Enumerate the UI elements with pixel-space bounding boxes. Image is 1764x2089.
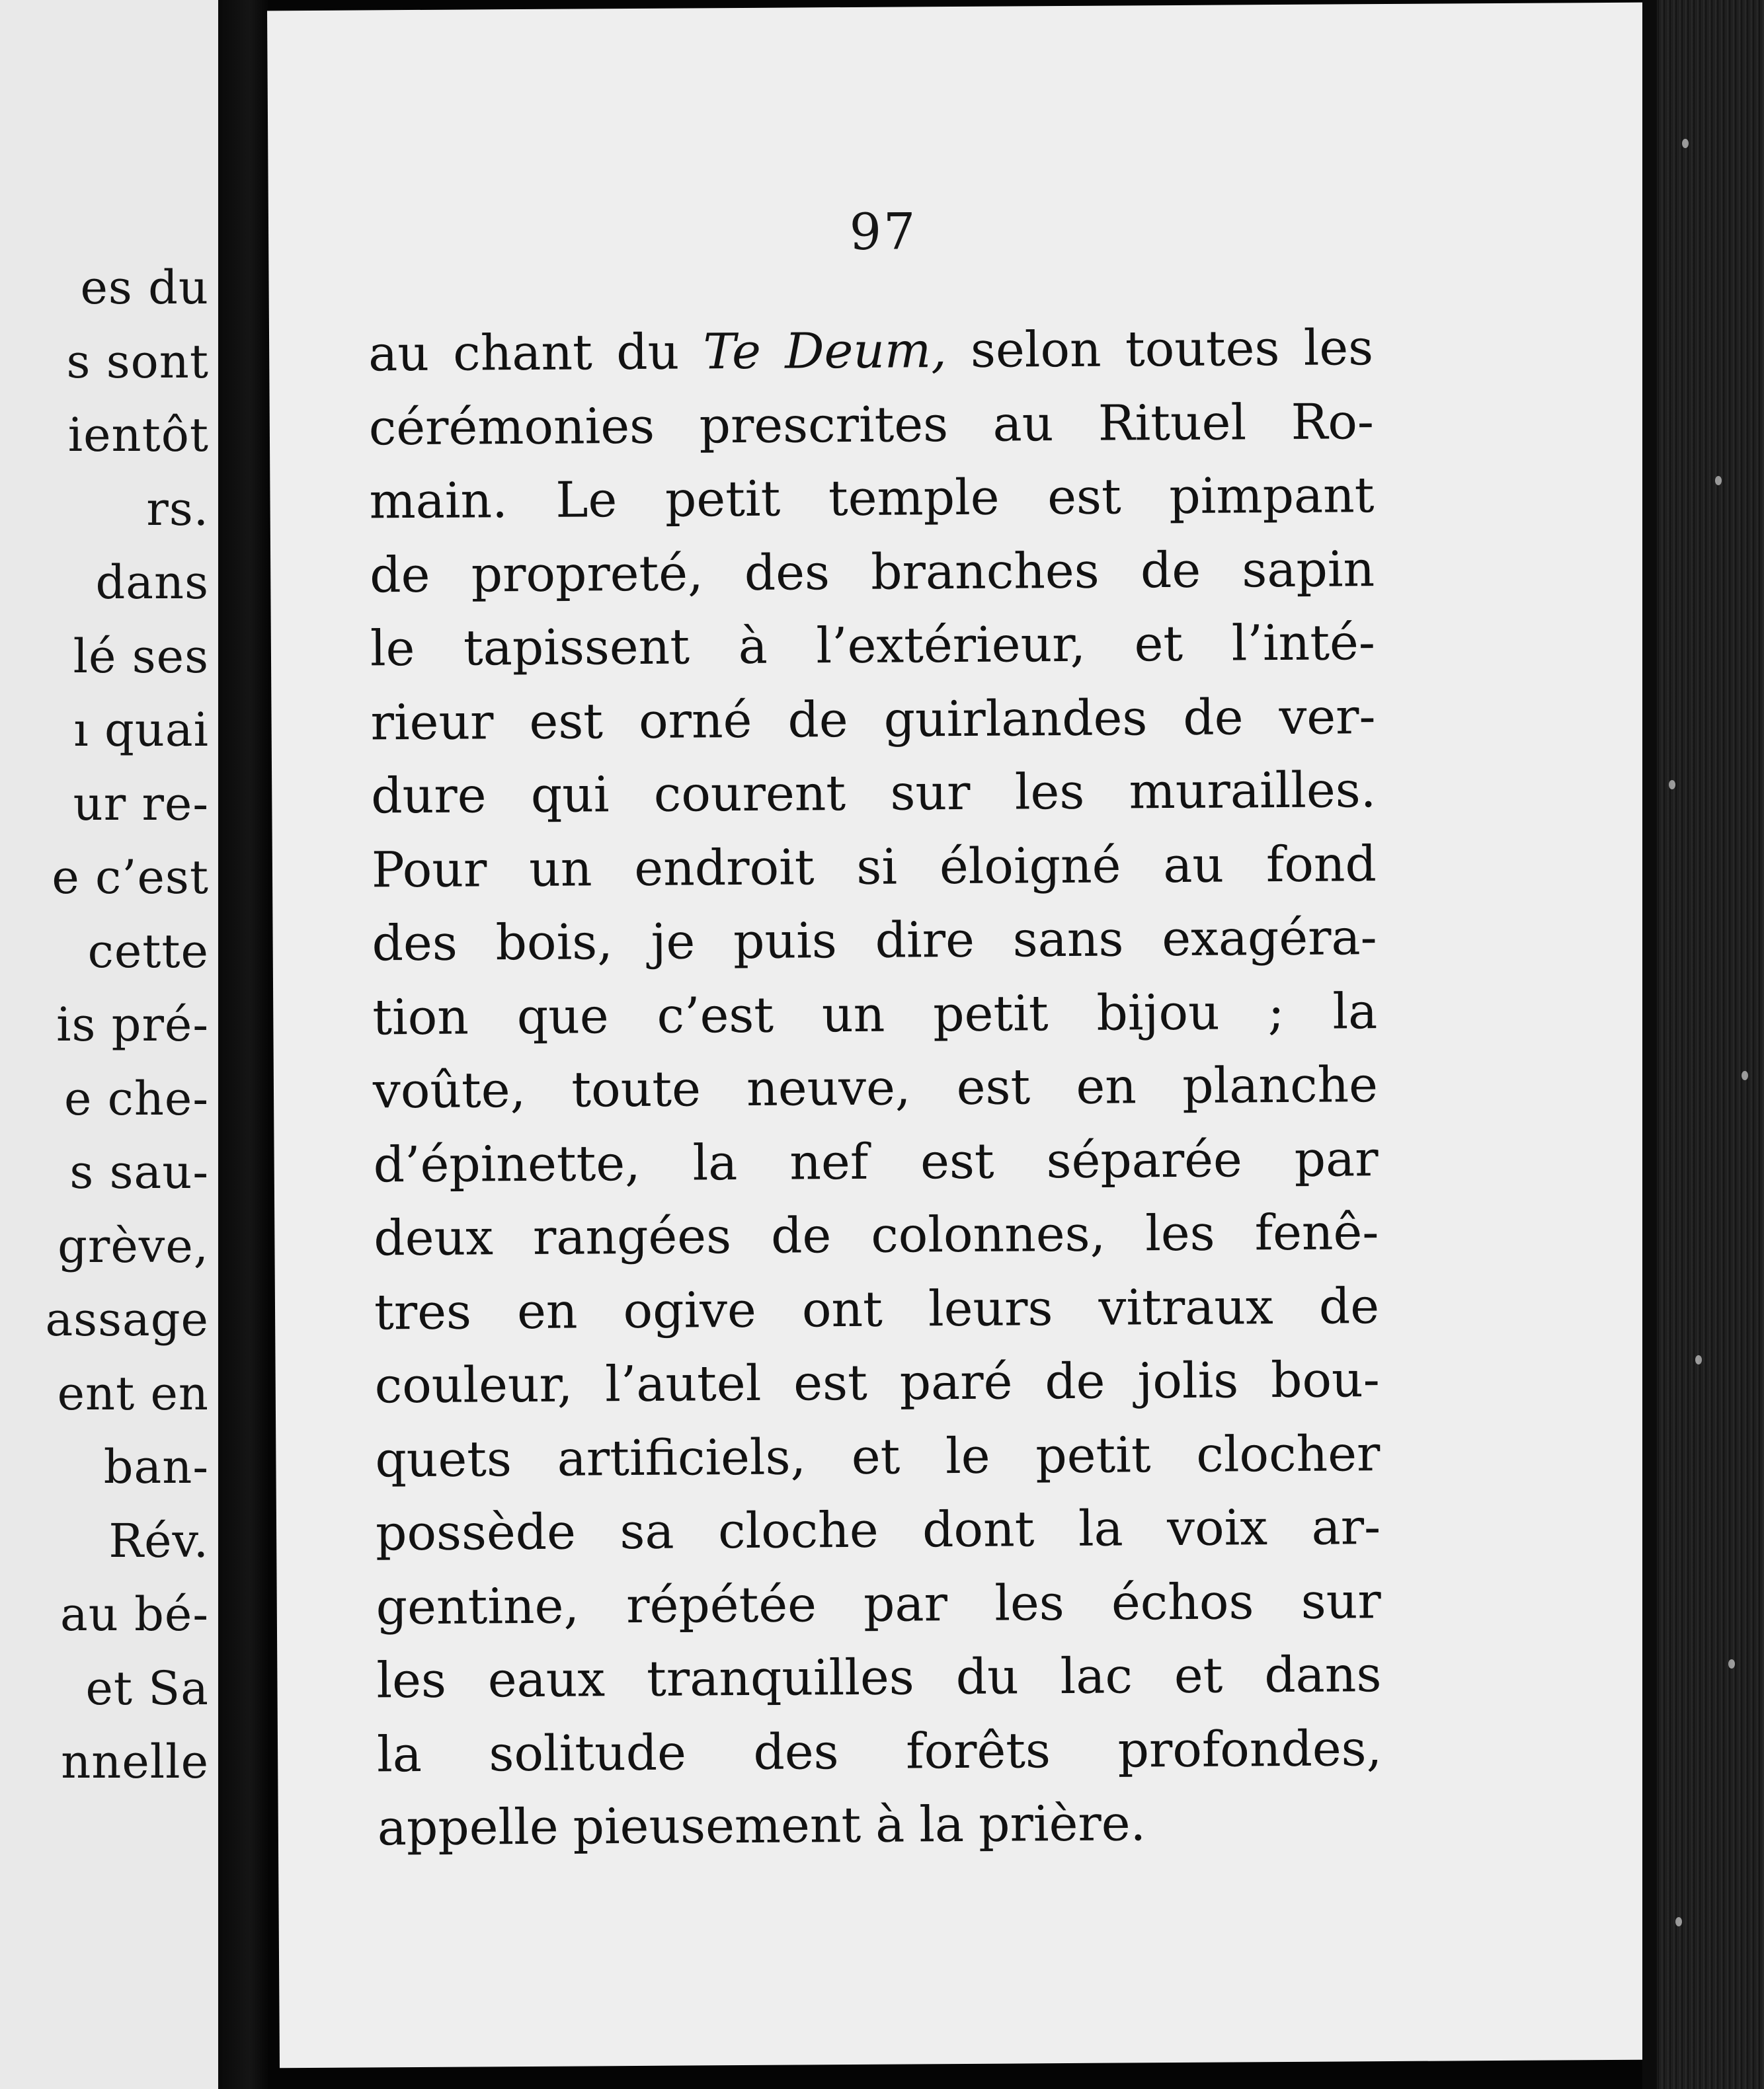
word: par: [863, 1575, 948, 1633]
text-line: [372, 975, 1378, 1055]
word: sa: [620, 1503, 674, 1561]
word: les: [994, 1574, 1064, 1632]
text-line: [376, 1565, 1381, 1645]
word: dans: [1264, 1646, 1382, 1704]
word: éloigné: [939, 836, 1121, 895]
text-line: [377, 1786, 1383, 1866]
fore-edge-shadow: [1642, 0, 1657, 2089]
book-page: [267, 3, 1655, 2069]
word: l’inté-: [1231, 614, 1376, 672]
word: paré: [899, 1353, 1013, 1411]
word: des: [372, 914, 458, 972]
text-line: [374, 1196, 1379, 1276]
word: ont: [801, 1281, 883, 1338]
previous-page-line: nnelle: [61, 1735, 209, 1789]
page-number: 97: [849, 202, 918, 261]
word: au: [368, 325, 430, 383]
word: forêts: [905, 1721, 1051, 1780]
text-line: [373, 1048, 1379, 1128]
text-line: [377, 1712, 1383, 1792]
word: Ro-: [1291, 393, 1375, 451]
word: Rituel: [1098, 393, 1247, 452]
word: la: [376, 1725, 422, 1783]
word: voûte,: [372, 1061, 526, 1120]
word: courent: [653, 765, 846, 823]
print-speck: [1742, 1071, 1748, 1080]
word: rieur: [370, 693, 494, 751]
word: ver-: [1279, 688, 1376, 746]
word: la: [919, 1795, 965, 1854]
page-body-text: [368, 311, 1383, 1866]
word: tion: [372, 988, 469, 1046]
word: de: [1045, 1353, 1105, 1411]
word: deux: [374, 1209, 494, 1267]
word: les: [1014, 763, 1085, 821]
word: ogive: [623, 1281, 757, 1339]
word: de: [369, 546, 430, 604]
word: colonnes,: [871, 1205, 1106, 1264]
word: quets: [375, 1430, 512, 1488]
word: chant: [453, 324, 593, 382]
text-line: [371, 754, 1377, 834]
word: la: [1332, 982, 1378, 1041]
previous-page-line: e che-: [63, 1071, 209, 1126]
word: dure: [371, 767, 487, 825]
text-line: [374, 1343, 1380, 1423]
text-line: [370, 680, 1376, 760]
word: pieusement: [573, 1796, 862, 1856]
text-line: [370, 606, 1376, 686]
word: en: [516, 1282, 578, 1340]
previous-page-line: au bé-: [60, 1587, 209, 1641]
text-line: [369, 385, 1375, 465]
word: c’est: [657, 986, 774, 1044]
word: de: [1318, 1277, 1380, 1335]
word: fond: [1265, 835, 1377, 893]
word: neuve,: [746, 1059, 911, 1117]
word: petit: [932, 984, 1049, 1043]
word: nef: [789, 1133, 869, 1191]
word: Pour: [371, 840, 487, 898]
word: les: [376, 1651, 447, 1710]
word: par: [1294, 1130, 1379, 1188]
word: dont: [922, 1501, 1035, 1559]
previous-page-line: lé ses: [73, 629, 209, 684]
previous-page-line: cette: [87, 924, 209, 978]
word: est: [1047, 468, 1121, 526]
italic-word: Deum,: [784, 322, 947, 380]
word: que: [516, 987, 609, 1045]
word: tranquilles: [646, 1649, 915, 1708]
word: au: [1163, 836, 1224, 894]
word: des: [753, 1723, 839, 1781]
word: à: [738, 617, 768, 676]
word: en: [1076, 1058, 1137, 1115]
word: ar-: [1311, 1499, 1381, 1556]
word: le: [370, 620, 415, 678]
word: l’autel: [604, 1355, 762, 1413]
word: si: [856, 838, 898, 896]
word: qui: [530, 766, 610, 824]
word: bou-: [1270, 1351, 1380, 1409]
page-fore-edge: [1642, 0, 1764, 2089]
text-line: [375, 1417, 1381, 1497]
word: le: [945, 1427, 990, 1485]
word: profondes,: [1117, 1719, 1383, 1779]
word: jolis: [1137, 1352, 1239, 1410]
word: planche: [1182, 1056, 1379, 1115]
word: voix: [1167, 1499, 1268, 1557]
word: à: [875, 1796, 905, 1854]
word: possède: [375, 1503, 577, 1562]
word: la: [1078, 1500, 1124, 1557]
word: petit: [664, 470, 781, 528]
word: petit: [1035, 1426, 1151, 1484]
word: leurs: [928, 1279, 1053, 1337]
italic-word: Te: [703, 323, 762, 381]
previous-page-line: ientôt: [67, 408, 209, 462]
word: séparée: [1046, 1130, 1243, 1189]
word: tapissent: [463, 618, 690, 677]
word: gentine,: [376, 1577, 580, 1636]
word: et: [1174, 1647, 1223, 1705]
text-line: [373, 1123, 1379, 1202]
text-line: [368, 311, 1374, 391]
word: selon: [970, 321, 1102, 379]
word: la: [692, 1134, 738, 1191]
word: au: [992, 395, 1054, 453]
previous-page-text: [45, 251, 209, 1799]
word: orné: [638, 691, 752, 750]
word: murailles.: [1129, 762, 1377, 820]
word: de: [1183, 688, 1244, 746]
word: un: [821, 986, 885, 1043]
word: bijou: [1096, 984, 1220, 1042]
word: les: [1144, 1204, 1215, 1263]
word: un: [528, 840, 592, 898]
word: temple: [828, 469, 1000, 528]
word: est: [956, 1058, 1031, 1117]
word: tres: [374, 1283, 472, 1341]
word: toutes: [1125, 320, 1280, 378]
previous-page-fragment: [0, 0, 222, 2089]
word: cloche: [717, 1501, 879, 1560]
previous-page-line: s sont: [66, 334, 209, 389]
previous-page-line: es du: [80, 260, 209, 315]
word: sans: [1012, 910, 1124, 968]
print-speck: [1728, 1659, 1735, 1669]
word: artificiels,: [557, 1428, 807, 1487]
previous-page-line: s sau-: [69, 1145, 209, 1199]
print-speck: [1669, 780, 1675, 789]
word: prière.: [978, 1795, 1146, 1853]
text-line: [372, 901, 1377, 981]
previous-page-line: assage: [45, 1292, 209, 1347]
word: je: [651, 913, 696, 970]
word: l’extérieur,: [816, 615, 1086, 675]
word: les: [1303, 319, 1374, 377]
previous-page-line: ent en: [57, 1366, 209, 1421]
word: appelle: [377, 1798, 559, 1857]
previous-page-line: e c’est: [52, 850, 209, 904]
word: de: [787, 691, 848, 749]
word: guirlandes: [883, 689, 1148, 748]
word: et: [1134, 615, 1183, 673]
word: du: [616, 323, 680, 381]
word: fenê-: [1254, 1204, 1379, 1262]
print-speck: [1695, 1355, 1702, 1364]
text-line: [370, 533, 1375, 613]
word: branches: [871, 542, 1100, 601]
word: lac: [1060, 1647, 1133, 1706]
text-line: [374, 1270, 1380, 1350]
word: d’épinette,: [373, 1134, 641, 1193]
word: dire: [875, 911, 975, 969]
word: échos: [1111, 1573, 1254, 1632]
previous-page-line: ı quai: [73, 703, 209, 757]
word: bois,: [495, 914, 613, 972]
word: pimpant: [1169, 467, 1375, 526]
previous-page-line: ur re-: [73, 776, 209, 831]
previous-page-line: dans: [95, 555, 209, 610]
word: main.: [369, 472, 508, 530]
print-speck: [1715, 476, 1722, 485]
word: cérémonies: [368, 397, 655, 456]
word: de: [1140, 541, 1201, 599]
word: des: [744, 543, 830, 602]
word: est: [920, 1132, 994, 1190]
previous-page-line: Rév.: [108, 1513, 209, 1568]
word: solitude: [489, 1724, 687, 1782]
word: puis: [733, 912, 838, 970]
word: ;: [1267, 983, 1285, 1041]
text-line: [376, 1491, 1381, 1571]
word: endroit: [634, 838, 815, 897]
word: couleur,: [374, 1356, 573, 1415]
word: est: [793, 1354, 868, 1412]
word: vitraux: [1098, 1278, 1273, 1337]
word: sur: [890, 764, 971, 822]
word: de: [770, 1207, 832, 1265]
word: répétée: [625, 1575, 817, 1634]
word: est: [529, 692, 604, 750]
word: eaux: [487, 1651, 606, 1709]
previous-page-line: et Sa: [85, 1661, 209, 1715]
text-line: [376, 1638, 1382, 1718]
text-line: [369, 459, 1375, 539]
previous-page-line: ban-: [103, 1440, 209, 1494]
word: sur: [1301, 1572, 1381, 1630]
word: du: [955, 1648, 1019, 1706]
word: exagéra-: [1162, 909, 1377, 968]
word: toute: [571, 1060, 702, 1119]
word: propreté,: [471, 544, 703, 603]
print-speck: [1675, 1917, 1682, 1926]
print-speck: [1682, 139, 1689, 148]
word: Le: [555, 471, 618, 529]
text-line: [372, 828, 1377, 908]
previous-page-line: is pré-: [56, 998, 209, 1052]
word: rangées: [532, 1208, 732, 1266]
previous-page-line: rs.: [146, 481, 209, 536]
book-gutter: [222, 0, 268, 2089]
word: sapin: [1242, 540, 1375, 598]
word: clocher: [1196, 1425, 1381, 1483]
word: et: [851, 1428, 901, 1485]
previous-page-line: grève,: [58, 1218, 209, 1273]
word: prescrites: [699, 395, 949, 454]
